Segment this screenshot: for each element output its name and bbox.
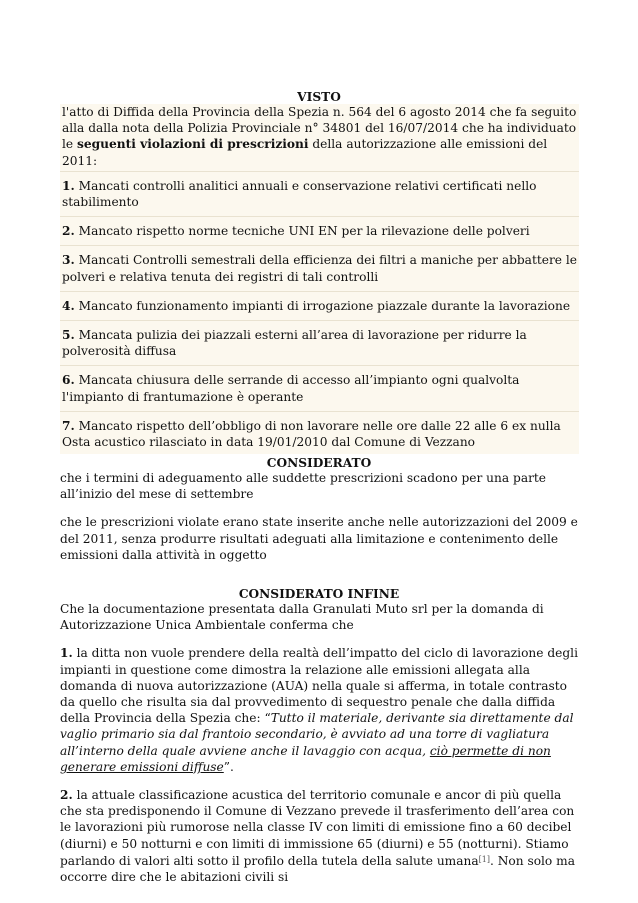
violation-number: 1. xyxy=(62,178,75,193)
considerato-paragraph: che le prescrizioni violate erano state inserite anche nelle autorizzazioni del 2009 e del 2011, senza produrre risultati adeguati alla limitazione e contenimento delle emissioni dalla attività in oggetto xyxy=(60,515,578,562)
considerato-paragraph: che i termini di adeguamento alle suddette prescrizioni scadono per una parte all’inizio del mese di settembre xyxy=(60,471,547,502)
quoted-underlined-text: ciò permette di non generare emissioni diffuse xyxy=(60,743,551,774)
violation-number: 6. xyxy=(62,373,75,388)
visto-intro-bold: seguenti violazioni di prescrizioni xyxy=(77,137,309,152)
considerato-infine-heading: CONSIDERATO INFINE xyxy=(238,587,400,601)
point-number: 1. xyxy=(60,646,73,661)
violation-text: Mancato funzionamento impianti di irrogazione piazzale durante la lavorazione xyxy=(74,298,571,313)
infine-intro: Che la documentazione presentata dalla Granulati Muto srl per la domanda di Autorizzazione Unica Ambientale conferma che xyxy=(60,602,544,633)
violation-item xyxy=(60,366,579,408)
visto-heading: VISTO xyxy=(297,90,341,104)
violation-text: Mancato rispetto dell’obbligo di non lavorare nelle ore dalle 22 alle 6 ex nulla Osta acustico rilasciato in data 19/01/2010 dal Comune di Vezzano xyxy=(62,418,561,450)
violation-item xyxy=(60,172,579,214)
violation-text: Mancati controlli analitici annuali e conservazione relativi certificati nello stabilimento xyxy=(62,178,537,210)
violation-item xyxy=(60,246,579,288)
considerato-section xyxy=(60,470,579,563)
point-text: la ditta non vuole prendere della realtà dell’impatto del ciclo di lavorazione degli impianti in questione come dimostra la relazione alle emissioni allegata alla domanda di nuova autorizzazione (AUA) nella quale si afferma, in totale contrasto da quello che risulta sia dal provvedimento di sequestro penale che dalla diffida della Provincia della Spezia che: “ xyxy=(60,646,578,726)
quoted-text: Tutto il materiale, derivante sia direttamente dal vaglio primario sia dal frantoio secondario, è avviato ad una torre di vagliatura all’interno della quale avviene anche il lavaggio con acqua, xyxy=(60,711,574,758)
violation-item xyxy=(60,292,579,318)
considerato-heading: CONSIDERATO xyxy=(266,456,372,470)
violation-number: 2. xyxy=(62,224,75,239)
violation-number: 5. xyxy=(62,328,75,343)
infine-point-1 xyxy=(60,645,579,775)
visto-intro xyxy=(60,104,579,169)
point-text-tail: . Non solo ma occorre dire che le abitazioni civili si xyxy=(60,853,575,885)
violation-item xyxy=(60,217,579,243)
visto-intro-text: l'atto di Diffida della Provincia della Spezia n. 564 del 6 agosto 2014 che fa seguito alla dalla nota della Polizia Provinciale n° 34801 del 16/07/2014 che ha individuato le xyxy=(62,105,577,152)
violation-text: Mancati Controlli semestrali della efficienza dei filtri a maniche per abbattere le polveri e relativa tenuta dei registri di tali controlli xyxy=(62,253,577,284)
violation-item xyxy=(60,412,579,454)
violation-text: Mancata pulizia dei piazzali esterni all’area di lavorazione per ridurre la polverosità diffusa xyxy=(62,328,527,359)
violation-text: Mancata chiusura delle serrande di accesso all’impianto ogni qualvolta l'impianto di frantumazione è operante xyxy=(62,373,520,404)
violation-number: 4. xyxy=(62,298,75,313)
footnote-reference-link[interactable]: [1] xyxy=(478,854,490,864)
visto-intro-tail: della autorizzazione alle emissioni del 2011: xyxy=(62,137,548,168)
violation-text: Mancato rispetto norme tecniche UNI EN per la rilevazione delle polveri xyxy=(74,224,530,239)
point-text: la attuale classificazione acustica del territorio comunale e ancor di più quella che sta predisponendo il Comune di Vezzano prevede il trasferimento dell’area con le lavorazioni più rumorose nella classe IV con limiti di emissione fino a 60 decibel (diurni) e 50 notturni e con limiti di immissione 65 (diurni) e 55 (notturni). Stiamo parlando di valori alti sotto il profilo della tutela della salute umana xyxy=(60,788,575,868)
visto-section xyxy=(60,104,579,454)
point-number: 2. xyxy=(60,788,73,803)
quote-end: ”. xyxy=(223,759,234,774)
violation-number: 7. xyxy=(62,418,75,433)
considerato-infine-section xyxy=(60,601,579,885)
violation-number: 3. xyxy=(62,253,75,268)
infine-point-2 xyxy=(60,787,579,885)
violation-item xyxy=(60,321,579,363)
